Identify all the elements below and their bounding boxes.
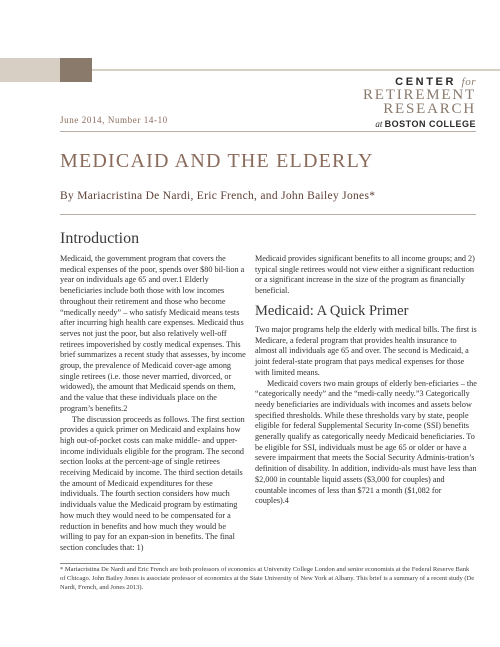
logo-for: for [461,76,476,88]
title-top-rule [60,131,476,132]
section-heading-introduction: Introduction [60,230,140,247]
logo-research: RESEARCH [383,101,476,117]
paragraph: Medicaid provides significant benefits to all income groups; and 2) typical single retirees would not view either a significant reduction or a significant increase in the size of the program as financially beneficial. [255,254,475,296]
paragraph: Medicaid, the government program that covers the medical expenses of the poor, spends over $80 bil-lion a year on individuals age 65 and over.1 Elderly beneficiaries include both those with low incomes throughout their retirement and those who become “medically needy” – who satisfy Medicaid means tests after incurring high health care expenses. Medicaid thus serves not just the poor, but also relatively well-off retirees impoverished by costly medical expenses. This brief summarizes a recent study that assesses, by income group, the prevalence of Medicaid cover-age among single retirees (i.e. those never married, divorced, or widowed), the amount that Medicaid spends on them, and the value that these individuals place on the program’s benefits.2 [60,254,246,413]
logo-retirement: RETIREMENT [363,87,476,103]
paragraph: Medicaid covers two main groups of elderly ben-eficiaries – the “categorically needy” and the “medi-cally needy.”3 Categorically needy beneficiaries are individuals with incomes and assets below specified thresholds. While these thresholds vary by state, people eligible for federal Supplemental Security In-come (SSI) benefits generally qualify as categorically needy Medicaid beneficiaries. To be eligible for SSI, individuals must be age 65 or older or have a severe impairment that meets the Social Security Adminis-tration’s definition of disability. In addition, individu-als must have less than $2,000 in countable liquid assets ($3,000 for couples) and countable incomes of less than $721 a month ($1,082 for couples).4 [255,378,477,506]
header-bar-light [0,58,60,82]
header-bar-rule [92,69,500,71]
crr-logo[interactable] [363,76,476,129]
footnote-rule [60,563,160,564]
author-footnote: * Mariacristina De Nardi and Eric French are both professors of economics at University College London and senior economists at the Federal Reserve Bank of Chicago. John Bailey Jones is associate professor of economics at the State University of New York at Albany. This brief is a summary of a recent study (De Nardi, French, and Jones 2013). [60,566,475,591]
right-column-primer [255,325,477,507]
logo-boston-college: BOSTON COLLEGE [384,119,476,129]
paragraph: Two major programs help the elderly with medical bills. The first is Medicare, a federal program that provides health insurance to almost all individuals age 65 and over. The second is Medicaid, a joint federal-state program that pays medical expenses for those with limited means. [255,325,477,377]
right-column [255,254,477,297]
left-column [60,254,246,554]
paragraph: The discussion proceeds as follows. The first section provides a quick primer on Medicaid and explains how high out-of-pocket costs can make middle- and upper-income individuals eligible for the program. The second section looks at the percent-age of single retirees receiving Medicaid by income. The third section details the amount of Medicaid expenditures for these individuals. The fourth section considers how much individuals value the Medicaid program by estimating how much they would need to be compensated for a reduction in benefits and how much they would be willing to pay for an expan-sion in benefits. The final section concludes that: 1) [60,414,245,552]
page-title: MEDICAID AND THE ELDERLY [60,150,374,172]
author-line: By Mariacristina De Nardi, Eric French, and John Bailey Jones* [60,190,376,202]
logo-center: CENTER [395,76,456,88]
issue-date-number: June 2014, Number 14-10 [60,115,168,125]
authors-bottom-rule [60,214,476,215]
section-heading-primer: Medicaid: A Quick Primer [255,303,409,319]
logo-at: at [375,119,383,129]
header-bar-dark [60,58,92,82]
